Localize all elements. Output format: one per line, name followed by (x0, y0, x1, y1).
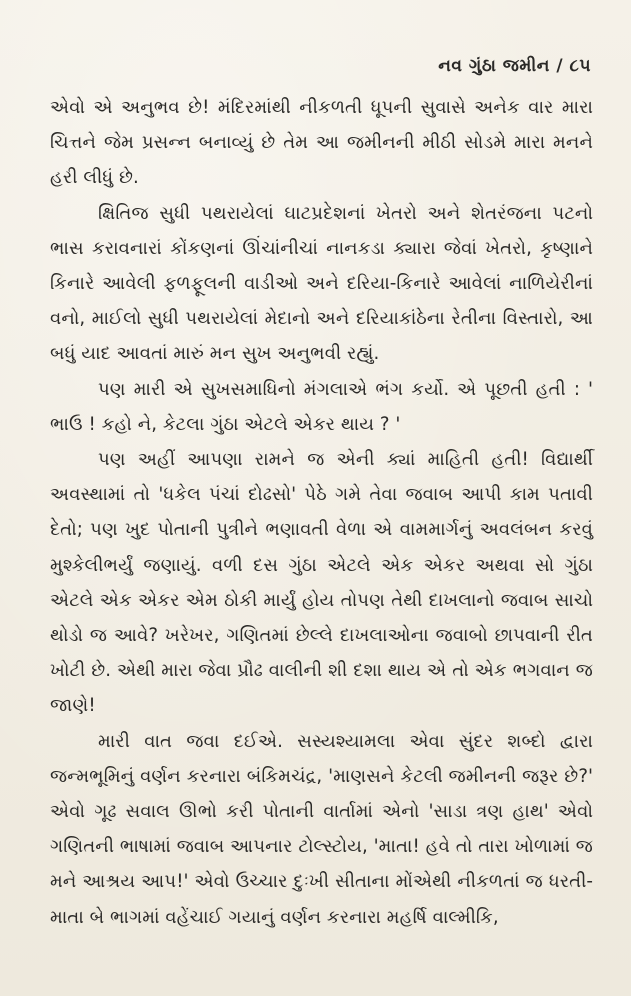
paragraph-2: ક્ષિતિજ સુધી પથરાયેલાં ઘાટપ્રદેશનાં ખેતરો અને શેતરંજના પટનો ભાસ કરાવનારાં કોંકણનાં ઊંચાંનીચાં નાનકડા ક્યારા જેવાં ખેતરો, કૃષ્ણાને કિનારે આવેલી ફળફૂલની વાડીઓ અને દરિયા-કિનારે આવેલાં નાળિયેરીનાં વનો, માઈલો સુધી પથરાયેલાં મેદાનો અને દરિયાકાંઠેના રેતીના વિસ્તારો, આ બધું યાદ આવતાં મારું મન સુખ અનુભવી રહ્યું. (50, 202, 593, 365)
page-body (50, 90, 593, 935)
running-head: નવ ગુંઠા જમીન / ૮૫ (438, 56, 591, 76)
paragraph-1: એવો એ અનુભવ છે! મંદિરમાંથી નીકળતી ધૂપની સુવાસે અનેક વાર મારા ચિત્તને જેમ પ્રસન્ન બનાવ્યું છે તેમ આ જમીનની મીઠી સોડમે મારા મનને હરી લીધું છે. (50, 97, 593, 189)
paragraph-3: પણ મારી એ સુખસમાધિનો મંગલાએ ભંગ કર્યો. એ પૂછતી હતી : ' ભાઉ ! કહો ને, કેટલા ગુંઠા એટલે એકર થાય ? ' (50, 378, 593, 435)
paragraph-5: મારી વાત જવા દઈએ. સસ્યશ્યામલા એવા સુંદર શબ્દો દ્વારા જન્મભૂમિનું વર્ણન કરનારા બંકિમચંદ્ર, 'માણસને કેટલી જમીનની જરૂર છે?' એવો ગૂઢ સવાલ ઊભો કરી પોતાની વાર્તામાં એનો 'સાડા ત્રણ હાથ' એવો ગણિતની ભાષામાં જવાબ આપનાર ટોલ્સ્ટોય, 'માતા! હવે તો તારા ખોળામાં જ મને આશ્રય આપ!' એવો ઉચ્ચાર દુઃખી સીતાના મોંએથી નીકળતાં જ ધરતી-માતા બે ભાગમાં વહેંચાઈ ગયાનું વર્ણન કરનારા મહર્ષિ વાલ્મીકિ, (50, 730, 593, 928)
paragraph-4: પણ અહીં આપણા રામને જ એની ક્યાં માહિતી હતી! વિદ્યાર્થી અવસ્થામાં તો 'ધકેલ પંચાં દોઢસો' પેઠે ગમે તેવા જવાબ આપી કામ પતાવી દેતો; પણ ખુદ પોતાની પુત્રીને ભણાવતી વેળા એ વામમાર્ગનું અવલંબન કરવું મુશ્કેલીભર્યું જણાયું. વળી દસ ગુંઠા એટલે એક એકર અથવા સો ગુંઠા એટલે એક એકર એમ ઠોકી માર્યું હોય તોપણ તેથી દાખલાનો જવાબ સાચો થોડો જ આવે? ખરેખર, ગણિતમાં છેલ્લે દાખલાઓના જવાબો છાપવાની રીત ખોટી છે. એથી મારા જેવા પ્રૌઢ વાલીની શી દશા થાય એ તો એક ભગવાન જ જાણે! (50, 449, 593, 717)
